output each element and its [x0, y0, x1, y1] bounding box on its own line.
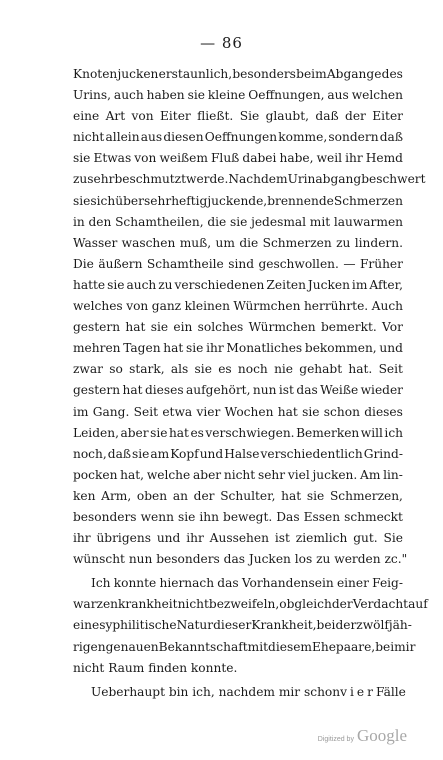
- text-line: Ich konnte hiernach das Vorhandensein einer Feig-: [91, 576, 403, 591]
- text-line: im Gang. Seit etwa vier Wochen hat sie schon dieses: [73, 404, 403, 419]
- text-line: zwar so stark, als sie es noch nie gehabt hat. Seit: [73, 362, 403, 377]
- text-line: Knoten jucken erstaunlich, besonders beim Abgange des: [73, 67, 403, 81]
- text-line: gestern hat dieses aufgehört, nun ist das Weiße wieder: [73, 383, 403, 398]
- text-line: wünscht nun besonders das Jucken los zu werden zc.": [73, 552, 408, 567]
- text-line: welches von ganz kleinen Würmchen herrührte. Auch: [73, 299, 403, 314]
- text-fragment: Ueberhaupt bin ich, nachdem mir schon: [91, 684, 341, 699]
- text-line: nicht allein aus diesen Oeffnungen komme, sondern daß: [73, 130, 403, 145]
- text-line: in den Schamtheilen, die sie jedesmal mit lauwarmen: [73, 214, 403, 229]
- text-line: sie Etwas von weißem Fluß dabei habe, weil ihr Hemd: [73, 151, 403, 166]
- text-line: mehren Tagen hat sie ihr Monatliches bekommen, und: [73, 341, 403, 356]
- google-watermark: [318, 726, 407, 746]
- text-line: noch, daß sie am Kopf und Halse verschiedentlich Grind-: [73, 446, 403, 461]
- text-line: gestern hat sie ein solches Würmchen bemerkt. Vor: [73, 320, 403, 335]
- text-line: Die äußern Schamtheile sind geschwollen. — Früher: [73, 256, 403, 271]
- text-line: pocken hat, welche aber nicht sehr viel jucken. Am lin-: [73, 467, 403, 482]
- text-line: [73, 682, 406, 703]
- text-line: eine Art von Eiter fließt. Sie glaubt, daß der Eiter: [73, 109, 403, 124]
- text-fragment: Fälle: [375, 684, 406, 699]
- text-line: hatte sie auch zu verschiedenen Zeiten Jucken im After,: [73, 277, 403, 292]
- page-number: — 86: [200, 34, 243, 52]
- text-line: nicht Raum finden konnte.: [73, 660, 238, 675]
- body-text: [73, 64, 428, 703]
- text-line: ihr übrigens und ihr Aussehen ist ziemlich gut. Sie: [73, 531, 403, 546]
- text-line: ken Arm, oben an der Schulter, hat sie Schmerzen,: [73, 488, 403, 503]
- digitized-by-label: Digitized by: [317, 736, 354, 743]
- text-line: Wasser waschen muß, um die Schmerzen zu lindern.: [73, 235, 403, 250]
- text-line: rigen genauen Bekanntschaft mit diesem Ehepaare, bei mir: [73, 639, 416, 654]
- text-line: sie sich über sehr heftig juckende, brennende Schmerzen: [73, 193, 403, 208]
- text-line: warzenkrankheit nicht bezweifeln, obgleich der Verdacht auf: [73, 597, 428, 612]
- spaced-word: vier: [340, 684, 376, 699]
- google-logo: Google: [356, 726, 407, 745]
- text-line: besonders wenn sie ihn bewegt. Das Essen schmeckt: [73, 509, 403, 524]
- text-line: Leiden, aber sie hat es verschwiegen. Bemerken will ich: [73, 425, 403, 440]
- text-line: eine syphilitische Natur dieser Krankheit, bei der zwölfjäh-: [73, 618, 412, 633]
- text-line: zu sehr beschmutzt werde. Nach dem Urinabgang beschwert: [73, 172, 426, 187]
- text-line: Urins, auch haben sie kleine Oeffnungen, aus welchen: [73, 88, 403, 103]
